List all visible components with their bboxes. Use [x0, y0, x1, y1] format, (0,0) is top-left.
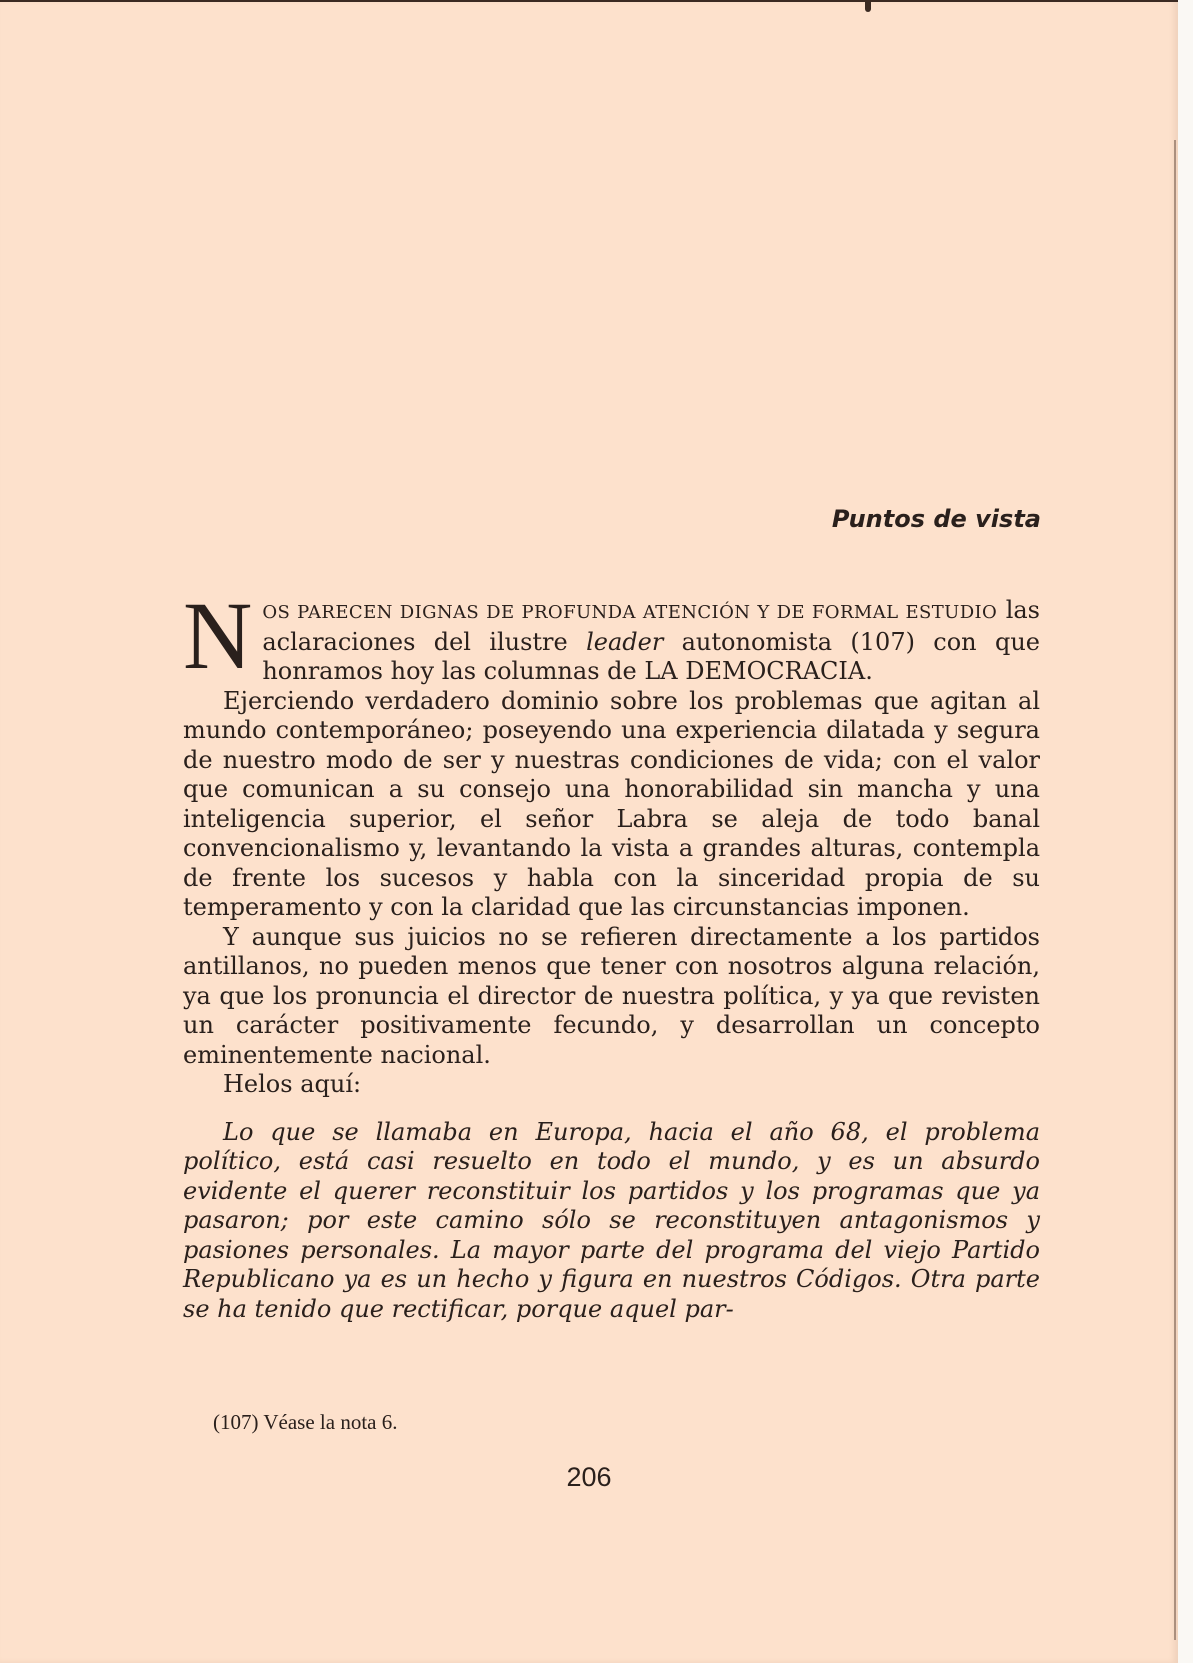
opening-italic-word: leader: [586, 627, 664, 656]
scan-top-edge: [0, 0, 1178, 2]
paragraph-2: Ejerciendo verdadero dominio sobre los problemas que agitan al mundo contemporáneo; poseyendo una experiencia dilatada y segura de nuestro modo de ser y nuestras condiciones de vida; con el valor que comunican a su consejo una honorabilidad sin mancha y una inteligencia superior, el señor Labra se aleja de todo banal convencionalismo y, levantando la vista a grandes alturas, contempla de frente los sucesos y habla con la sinceridad propia de su temperamento y con la claridad que las circunstancias imponen.: [183, 686, 1040, 921]
opening-smallcaps: OS PARECEN DIGNAS DE PROFUNDA ATENCIÓN Y DE FORMAL ESTUDIO: [262, 602, 998, 623]
paragraph-4: Helos aquí:: [223, 1070, 362, 1098]
article-body: [183, 582, 1040, 1324]
footnote: (107) Véase la nota 6.: [213, 1410, 398, 1434]
paragraph-3: Y aunque sus juicios no se refieren directamente a los partidos antillanos, no pueden menos que tener con nosotros alguna relación, ya que los pronuncia el director de nuestra política, y ya que revisten un carácter positivamente fecundo, y desarrollan un concepto eminentemente nacional.: [183, 922, 1040, 1069]
opening-text-after: autonomista (107) con que honramos hoy las columnas de LA DEMOCRACIA.: [262, 627, 1040, 685]
page-number: 206: [566, 1462, 612, 1492]
drop-cap: N: [183, 582, 253, 689]
scan-right-edge: [1174, 140, 1176, 1640]
opening-text-before: las aclaraciones del ilustre: [262, 596, 1040, 656]
quoted-passage: Lo que se llamaba en Europa, hacia el año 68, el problema político, está casi resuelto en todo el mundo, y es un absurdo evidente el querer reconstituir los partidos y los programas que ya pasaron; por este camino sólo se reconstituyen antagonismos y pasiones personales. La mayor parte del programa del viejo Partido Republicano ya es un hecho y figura en nuestros Códigos. Otra parte se ha tenido que rectificar, porque aquel par-: [183, 1117, 1040, 1323]
opening-paragraph: [183, 582, 1040, 689]
scan-background-edge: [1178, 0, 1193, 1663]
section-title: Puntos de vista: [831, 505, 1041, 533]
ink-speck: [865, 0, 871, 12]
